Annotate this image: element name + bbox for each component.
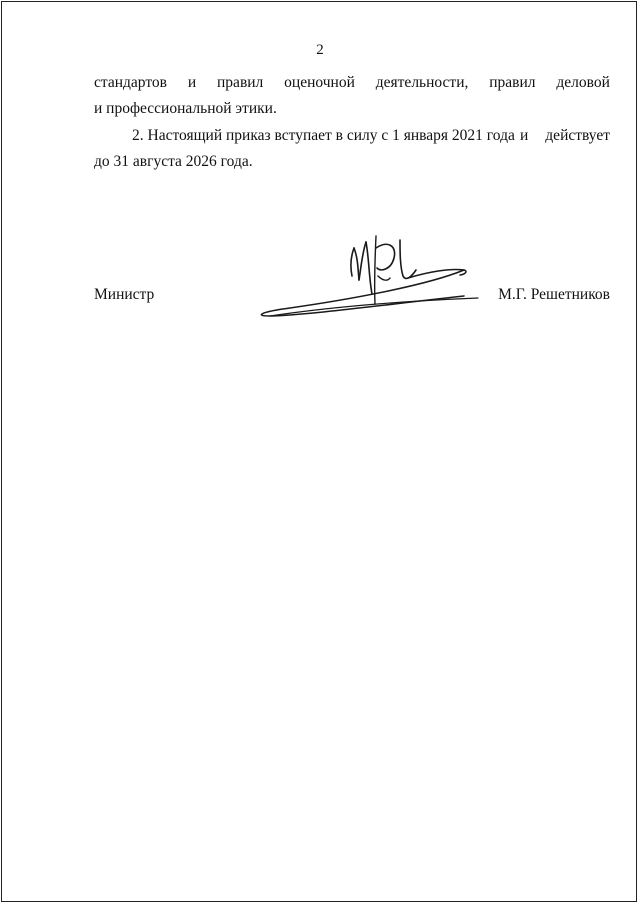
word: деятельности, <box>375 74 469 91</box>
page-number: 2 <box>316 42 324 58</box>
paragraph-1-line-2: и профессиональной этики. <box>94 100 277 117</box>
signature-name: М.Г. Решетников <box>498 286 610 303</box>
paragraph-2-verb: действует <box>545 127 610 144</box>
paragraph-1-line-1 <box>94 73 610 93</box>
word: оценочной <box>284 74 355 91</box>
word: стандартов <box>94 74 167 91</box>
signature-drawing <box>250 218 480 328</box>
word: правил <box>489 74 536 91</box>
signature-position: Министр <box>94 286 155 303</box>
word: и <box>187 74 197 91</box>
paragraph-2-line-1 <box>132 126 610 146</box>
paragraph-2-text: 2. Настоящий приказ вступает в силу с 1 января 2021 года <box>132 127 515 144</box>
paragraph-2-line-2: до 31 августа 2026 года. <box>94 153 253 170</box>
word: деловой <box>556 74 610 91</box>
paragraph-2-conjunction: и <box>520 127 529 144</box>
handwritten-signature <box>250 218 480 328</box>
word: правил <box>217 74 264 91</box>
